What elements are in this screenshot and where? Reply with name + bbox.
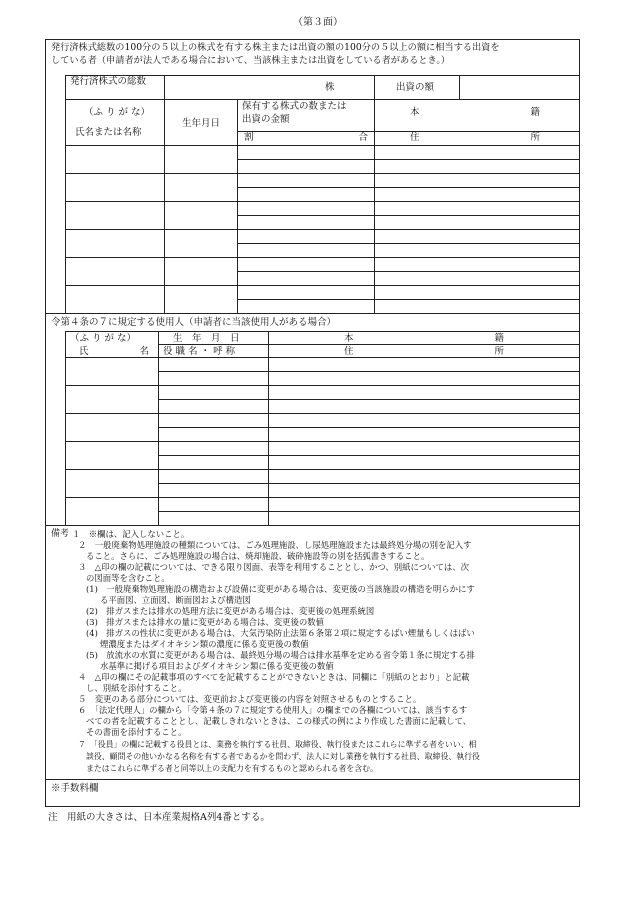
section2-birth-label: 生 年 月 日 [173, 333, 240, 344]
note-line: ６ 「法定代理人」の欄から「令第４条の７に規定する使用人」の欄までの各欄については、該当するす [78, 705, 468, 715]
note-line: またはこれらに準ずる者と同等以上の支配力を有するものと認められる者を含む。 [86, 764, 378, 773]
note-line: 談役、顧問その他いかなる名称を有する者であるかを問わず、法人に対し業務を執行する社員、取締役、執行役 [86, 752, 480, 761]
note-line: ５ 変更のある部分については、変更前および変更後の内容を対照させるものとすること。 [78, 694, 422, 704]
note-line: 煙濃度またはダイオキシン類の濃度に係る変更後の数値 [100, 639, 309, 649]
note-line: の図面等を含むこと。 [86, 573, 170, 583]
note-line: ３ △印の欄の記載については、できる限り図面、表等を利用することとし、かつ、別紙については、次 [78, 562, 470, 572]
note-line: ２ 一般廃棄物処理施設の種類については、ごみ処理施設、し尿処理施設または最終処分場の別を記入す [78, 540, 472, 550]
note-line: ７ 「役員」の欄に記載する役員とは、業務を執行する社員、取締役、執行役またはこれらに準ずる者をいい、相 [78, 740, 477, 749]
note-line: (2) 排ガスまたは排水の処理方法に変更がある場合は、変更後の処理系統図 [86, 606, 375, 616]
note-line: (5) 放流水の水質に変更がある場合は、最終処分場の場合は排水基準を定める省令第１条に規定する排 [86, 650, 475, 660]
section2-heading: 令第４条の７に規定する使用人（申請者に当該使用人がある場合） [51, 317, 337, 328]
footnote: 注 用紙の大きさは、日本産業規格A列4番とする。 [48, 812, 270, 823]
holdings-label-2: 出資の金額 [242, 114, 290, 125]
section2-role-label: 役 職 名 ・ 呼 称 [163, 346, 236, 357]
birth-label: 生年月日 [182, 118, 221, 129]
note-line: 水基準に掲げる項目およびダイオキシン類に係る変更後の数値 [100, 661, 334, 671]
section2-address-label: 住 所 [344, 346, 504, 357]
section1-heading: 発行済株式総数の100分の５以上の株式を有する株主または出資の額の100分の５以上の額に相当する出資を [51, 42, 500, 53]
address-label: 住 所 [410, 132, 540, 143]
furigana-label: （ふ り が な） [84, 107, 151, 118]
note-line: る平面図、立面図、断面図および構造図 [100, 595, 251, 605]
name-label: 氏名または名称 [75, 127, 142, 138]
holdings-label-1: 保有する株式の数または [242, 101, 347, 112]
share-unit: 株 [325, 82, 335, 93]
note-line: ４ △印の欄にその記載事項のすべてを記載することができないときは、同欄に「別紙のとおり」と記載 [78, 672, 470, 682]
note-line: その書面を添付すること。 [86, 727, 187, 737]
note-line: (3) 排ガスまたは排水の量に変更がある場合は、変更後の数値 [86, 617, 324, 627]
investment-label: 出資の額 [396, 82, 435, 93]
section2-honseki-label: 本 籍 [344, 333, 504, 344]
fee-label: ※手数料欄 [51, 783, 99, 794]
section2-furigana: （ふ り が な） [70, 333, 137, 344]
note-line: し、別紙を添付すること。 [86, 683, 187, 693]
note-line: (1) 一般廃棄物処理施設の構造および設備に変更がある場合は、変更後の当該施設の構造を明らかにす [86, 584, 475, 594]
notes-label: 備考 [51, 529, 70, 539]
honseki-label: 本 籍 [410, 107, 540, 118]
section1-heading-2: している者（申請者が法人である場合において、当該株主または出資をしている者があるとき。） [51, 55, 451, 66]
section2-name-label: 氏 名 [79, 346, 149, 357]
note-line: (4) 排ガスの性状に変更がある場合は、大気汚染防止法第６条第２項に規定するばい煙量もしくはばい [86, 628, 475, 638]
note-line: ること。さらに、ごみ処理施設の場合は、焼却施設、破砕施設等の別を括弧書きすること。 [86, 551, 430, 561]
fee-divider [45, 779, 580, 780]
ratio-label: 割 合 [244, 132, 368, 143]
note-line: １ ※欄は、記入しないこと。 [72, 529, 190, 539]
total-shares-label: 発行済株式の総数 [70, 76, 147, 87]
note-line: べての者を記載することとし、記載しきれないときは、この様式の例により作成した書面に記載して、 [86, 716, 472, 726]
page-label: （第３面） [293, 17, 343, 28]
